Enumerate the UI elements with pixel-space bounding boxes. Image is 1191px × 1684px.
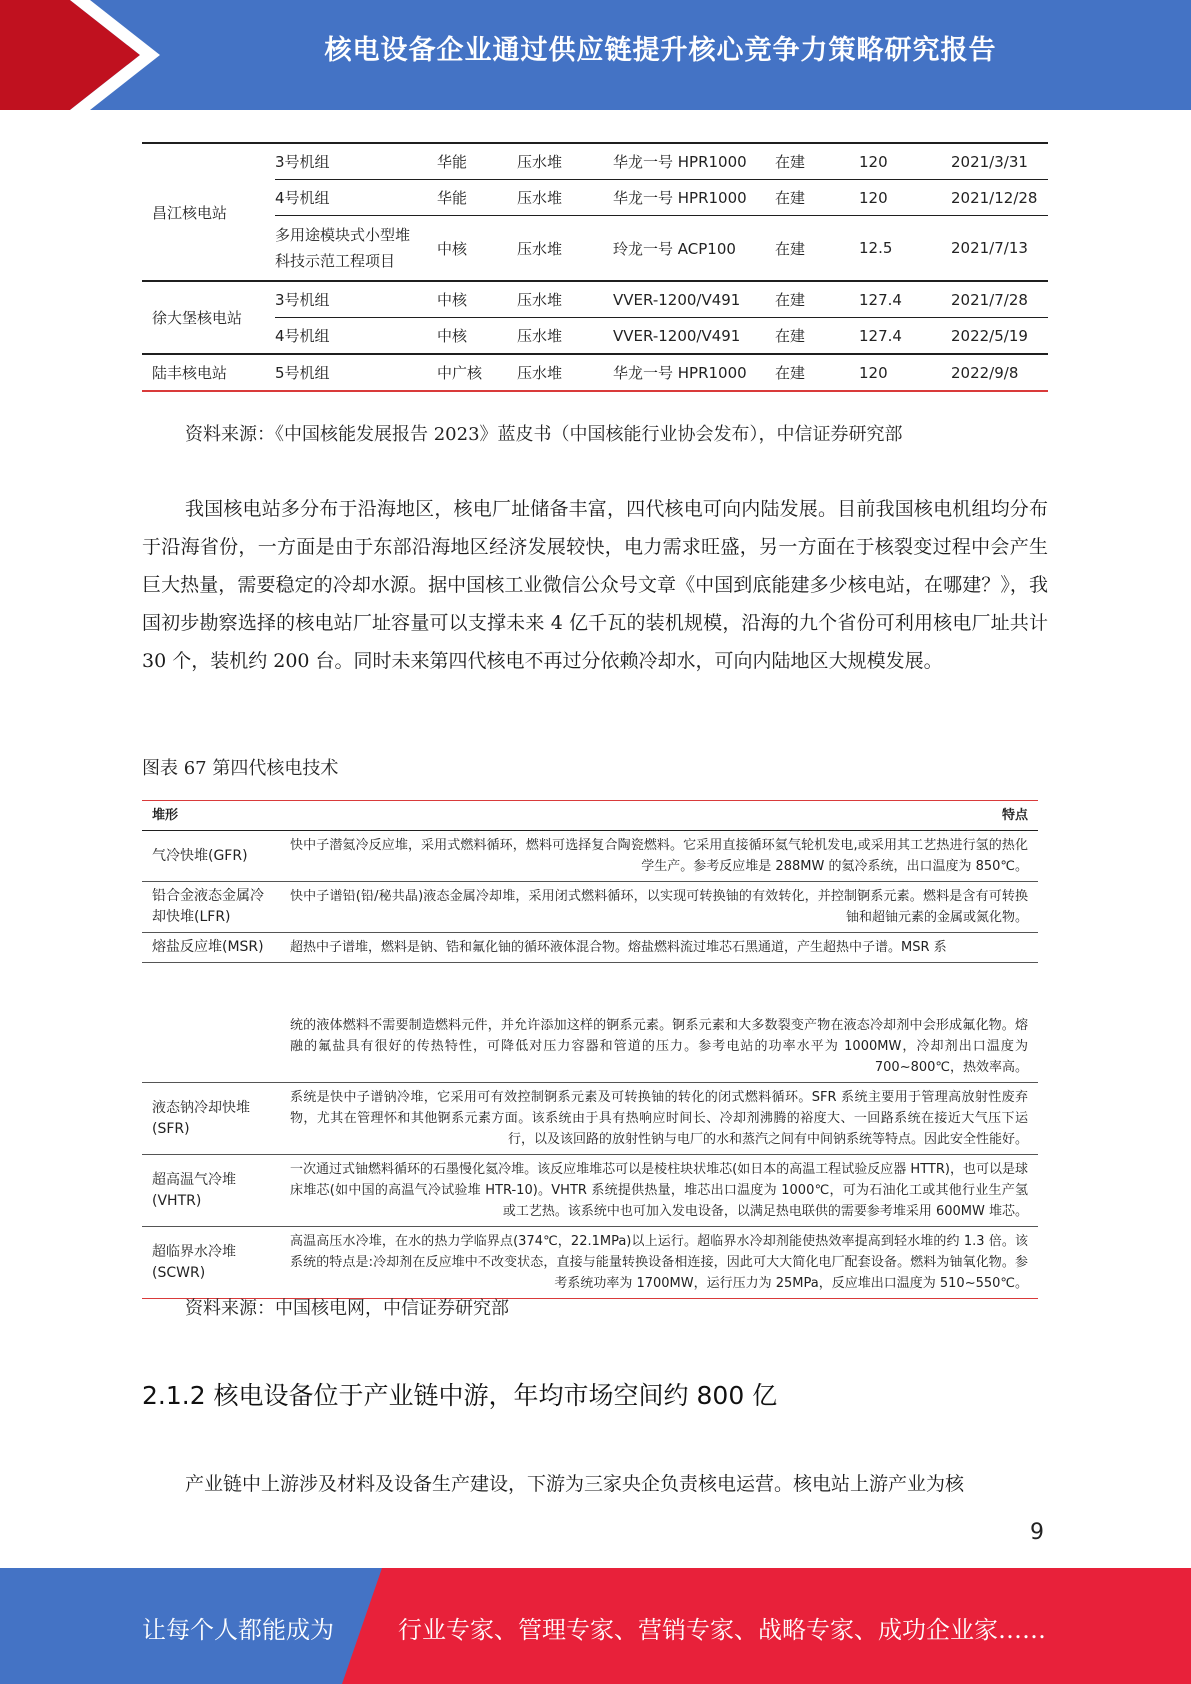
owner-cell: 华能: [437, 180, 517, 216]
status-cell: 在建: [775, 318, 859, 355]
table-row: [142, 1227, 1038, 1299]
reactor-type: [142, 1011, 280, 1083]
unit-cell: 3号机组: [275, 281, 437, 318]
tech-cell: 华龙一号 HPR1000: [613, 354, 775, 391]
column-header-type: 堆形: [142, 801, 280, 831]
unit-cell: 5号机组: [275, 354, 437, 391]
reactor-features: 系统是快中子谱钠冷堆，它采用可有效控制锕系元素及可转换铀的转化的闭式燃料循环。SFR 系统主要用于管理高放射性废弃物，尤其在管理怀和其他锕系元素方面。该系统由于具有热响应时间长、冷却剂沸腾的裕度大、一回路系统在接近大气压下运行，以及该回路的放射性钠与电厂的水和蒸汽之间有中间钠系统等特点。因此安全性能好。: [280, 1083, 1038, 1155]
table-row: [142, 318, 1048, 355]
unit-cell: [275, 216, 437, 282]
type-cell: 压水堆: [517, 318, 613, 355]
page-footer: [0, 1568, 1191, 1684]
status-cell: 在建: [775, 281, 859, 318]
unit-line: 科技示范工程项目: [275, 252, 396, 270]
reactor-type: 超高温气冷堆(VHTR): [142, 1155, 280, 1227]
owner-cell: 中核: [437, 281, 517, 318]
reactor-features: 高温高压水冷堆，在水的热力学临界点(374℃，22.1MPa)以上运行。超临界水冷却剂能使热效率提高到轻水堆的约 1.3 倍。该系统的特点是:冷却剂在反应堆中不改变状态，直接与能量转换设备相连接，因此可大大简化电厂配套设备。燃料为铀氧化物。参考系统功率为 1700MW，运行压力为 25MPa，反应堆出口温度为 510~550℃。: [280, 1227, 1038, 1299]
owner-cell: 中核: [437, 318, 517, 355]
unit-cell: 4号机组: [275, 180, 437, 216]
station-name: 徐大堡核电站: [142, 281, 275, 354]
reactor-features: 一次通过式铀燃料循环的石墨慢化氦冷堆。该反应堆堆芯可以是棱柱块状堆芯(如日本的高温工程试验反应器 HTTR)，也可以是球床堆芯(如中国的高温气冷试验堆 HTR-10)。VHTR 系统提供热量，堆芯出口温度为 1000℃，可为石油化工或其他行业生产氢或工艺热。该系统中也可加入发电设备，以满足热电联供的需要参考堆采用 600MW 堆芯。: [280, 1155, 1038, 1227]
body-paragraph: 产业链中上游涉及材料及设备生产建设，下游为三家央企负责核电运营。核电站上游产业为核: [185, 1473, 965, 1495]
table-row: [142, 1083, 1038, 1155]
page-number: 9: [1030, 1520, 1044, 1545]
tech-cell: 玲龙一号 ACP100: [613, 216, 775, 282]
source-note: 资料来源：《中国核能发展报告 2023》蓝皮书（中国核能行业协会发布），中信证券研究部: [185, 424, 903, 445]
section-heading: 2.1.2 核电设备位于产业链中游，年均市场空间约 800 亿: [142, 1381, 778, 1410]
page-header: [0, 0, 1191, 110]
date-cell: 2021/7/13: [951, 216, 1048, 282]
type-cell: 压水堆: [517, 354, 613, 391]
table-row: [142, 831, 1038, 882]
reactor-features: 超热中子谱堆，燃料是钠、锆和氟化铀的循环液体混合物。熔盐燃料流过堆芯石黑通道，产生超热中子谱。MSR 系: [280, 933, 1038, 963]
capacity-cell: 127.4: [859, 318, 951, 355]
column-header-features: 特点: [280, 801, 1038, 831]
header-title: 核电设备企业通过供应链提升核心竞争力策略研究报告: [324, 35, 997, 66]
owner-cell: 华能: [437, 143, 517, 180]
type-cell: 压水堆: [517, 143, 613, 180]
reactor-type: 超临界水冷堆(SCWR): [142, 1227, 280, 1299]
reactor-features: 统的液体燃料不需要制造燃料元件，并允许添加这样的锕系元素。锕系元素和大多数裂变产物在液态冷却剂中会形成氟化物。熔融的氟盐具有很好的传热特性，可降低对压力容器和管道的压力。参考电站的功率水平为 1000MW，冷却剂出口温度为 700~800℃，热效率高。: [280, 1011, 1038, 1083]
tech-cell: VVER-1200/V491: [613, 318, 775, 355]
reactor-units-table: [142, 142, 1048, 392]
tech-cell: VVER-1200/V491: [613, 281, 775, 318]
table-gap: [142, 963, 1038, 1012]
tech-cell: 华龙一号 HPR1000: [613, 180, 775, 216]
date-cell: 2022/9/8: [951, 354, 1048, 391]
table-row: [142, 933, 1038, 963]
date-cell: 2021/3/31: [951, 143, 1048, 180]
owner-cell: 中广核: [437, 354, 517, 391]
status-cell: 在建: [775, 216, 859, 282]
reactor-type: 熔盐反应堆(MSR): [142, 933, 280, 963]
type-cell: 压水堆: [517, 216, 613, 282]
date-cell: 2022/5/19: [951, 318, 1048, 355]
capacity-cell: 12.5: [859, 216, 951, 282]
table-row: [142, 354, 1048, 391]
footer-slogan-right: 行业专家、管理专家、营销专家、战略专家、成功企业家……: [398, 1616, 1046, 1644]
table-header-row: [142, 801, 1038, 831]
reactor-features: 快中子潜氦冷反应堆，采用式燃料循环，燃料可选择复合陶瓷燃料。它采用直接循环氦气轮机发电,或采用其工艺热进行氢的热化学生产。参考反应堆是 288MW 的氦冷系统，出口温度为 850℃。: [280, 831, 1038, 882]
owner-cell: 中核: [437, 216, 517, 282]
table-row: [142, 1011, 1038, 1083]
capacity-cell: 127.4: [859, 281, 951, 318]
reactor-type: 铅合金液态金属冷却快堆(LFR): [142, 882, 280, 933]
tech-cell: 华龙一号 HPR1000: [613, 143, 775, 180]
table-row: [142, 1155, 1038, 1227]
unit-cell: 4号机组: [275, 318, 437, 355]
date-cell: 2021/12/28: [951, 180, 1048, 216]
capacity-cell: 120: [859, 180, 951, 216]
body-paragraph: 我国核电站多分布于沿海地区，核电厂址储备丰富，四代核电可向内陆发展。目前我国核电机组均分布于沿海省份，一方面是由于东部沿海地区经济发展较快，电力需求旺盛，另一方面在于核裂变过程中会产生巨大热量，需要稳定的冷却水源。据中国核工业微信公众号文章《中国到底能建多少核电站，在哪建？》，我国初步勘察选择的核电站厂址容量可以支撑未来 4 亿千瓦的装机规模，沿海的九个省份可利用核电厂址共计 30 个，装机约 200 台。同时未来第四代核电不再过分依赖冷却水，可向内陆地区大规模发展。: [142, 498, 1048, 672]
station-name: 昌江核电站: [142, 143, 275, 281]
capacity-cell: 120: [859, 354, 951, 391]
station-name: 陆丰核电站: [142, 354, 275, 391]
status-cell: 在建: [775, 143, 859, 180]
source-note: 资料来源：中国核电网，中信证券研究部: [185, 1298, 509, 1319]
status-cell: 在建: [775, 180, 859, 216]
type-cell: 压水堆: [517, 281, 613, 318]
table-row: [142, 216, 1048, 282]
unit-cell: 3号机组: [275, 143, 437, 180]
figure-caption: 图表 67 第四代核电技术: [142, 758, 339, 779]
reactor-features: 快中子谱铅(铅/秘共晶)液态金属冷却堆，采用闭式燃料循环，以实现可转换铀的有效转化，并控制锕系元素。燃料是含有可转换铀和超铀元素的金属或氮化物。: [280, 882, 1038, 933]
unit-line: 多用途模块式小型堆: [275, 226, 411, 244]
type-cell: 压水堆: [517, 180, 613, 216]
table-row: [142, 882, 1038, 933]
capacity-cell: 120: [859, 143, 951, 180]
date-cell: 2021/7/28: [951, 281, 1048, 318]
reactor-type: 液态钠冷却快堆(SFR): [142, 1083, 280, 1155]
footer-slogan-left: 让每个人都能成为: [142, 1616, 334, 1644]
table-row: [142, 281, 1048, 318]
gen4-reactor-table: [142, 800, 1038, 1299]
table-row: [142, 143, 1048, 180]
table-row: [142, 180, 1048, 216]
status-cell: 在建: [775, 354, 859, 391]
reactor-type: 气冷快堆(GFR): [142, 831, 280, 882]
